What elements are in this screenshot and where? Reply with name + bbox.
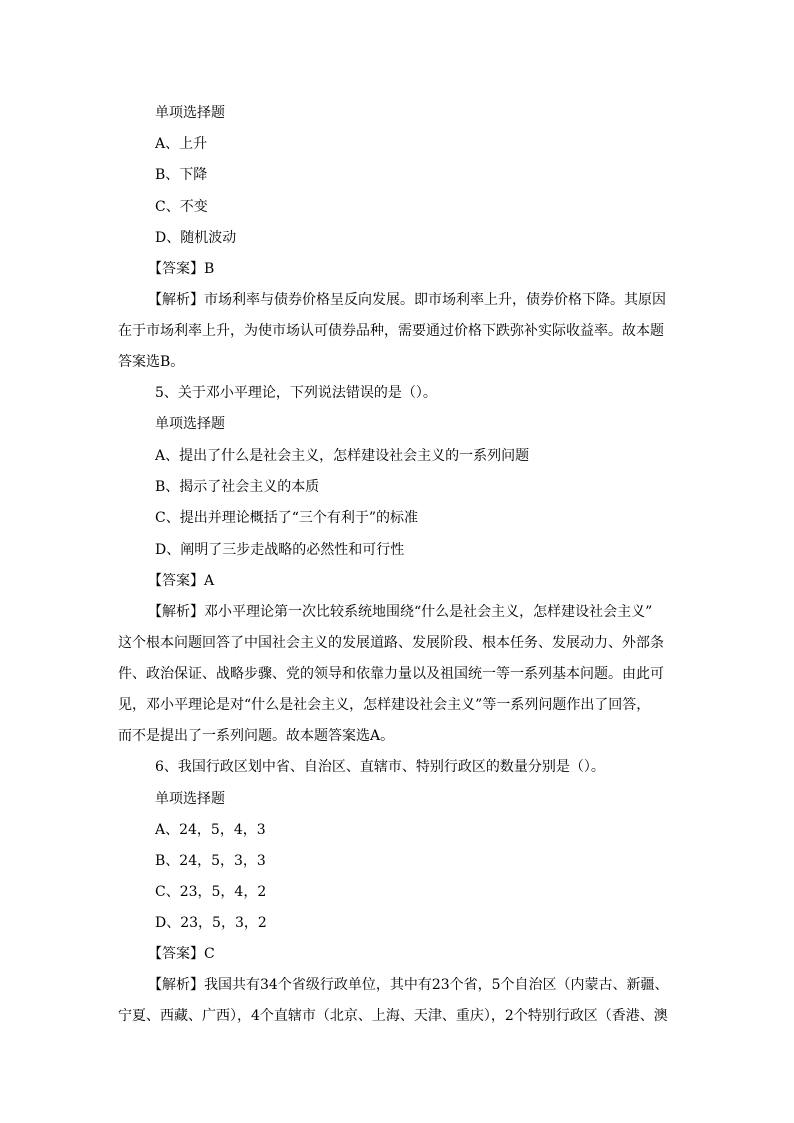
q6-analysis-line-2: 宁夏、西藏、广西），4个直辖市（北京、上海、天津、重庆），2个特别行政区（香港、澳 <box>118 1008 668 1024</box>
q4-analysis-line-1: 【解析】市场利率与债券价格呈反向发展。即市场利率上升，债券价格下降。其原因 <box>148 292 666 308</box>
q6-option-a: A、24，5，4，3 <box>155 822 266 838</box>
q5-analysis-line-3: 件、政治保证、战略步骤、党的领导和依靠力量以及祖国统一等一系列基本问题。由此可 <box>118 666 664 682</box>
q4-option-a: A、上升 <box>155 136 208 152</box>
q6-option-c: C、23，5，4，2 <box>155 884 267 900</box>
q5-analysis-line-5: 而不是提出了一系列问题。故本题答案选A。 <box>118 728 395 744</box>
q5-question: 5、关于邓小平理论，下列说法错误的是（）。 <box>155 385 437 401</box>
q6-analysis-line-1: 【解析】我国共有34个省级行政单位，其中有23个省，5个自治区（内蒙古、新疆、 <box>148 977 669 993</box>
q5-analysis-line-1: 【解析】邓小平理论第一次比较系统地围绕“什么是社会主义，怎样建设社会主义” <box>148 604 653 620</box>
q6-option-b: B、24，5，3，3 <box>155 853 266 869</box>
q5-analysis-line-2: 这个根本问题回答了中国社会主义的发展道路、发展阶段、根本任务、发展动力、外部条 <box>118 635 664 651</box>
q5-answer: 【答案】A <box>148 573 215 589</box>
q5-analysis-line-4: 见，邓小平理论是对“什么是社会主义，怎样建设社会主义”等一系列问题作出了回答， <box>118 697 651 713</box>
q4-option-b: B、下降 <box>155 167 208 183</box>
q6-question: 6、我国行政区划中省、自治区、直辖市、特别行政区的数量分别是（）。 <box>155 759 605 775</box>
q6-type: 单项选择题 <box>155 791 225 807</box>
q6-answer: 【答案】C <box>148 946 215 962</box>
q5-option-b: B、揭示了社会主义的本质 <box>155 479 320 495</box>
q4-answer: 【答案】B <box>148 261 215 277</box>
q4-analysis-line-3: 答案选B。 <box>118 354 185 370</box>
q4-option-d: D、随机波动 <box>155 230 237 246</box>
q5-option-d: D、阐明了三步走战略的必然性和可行性 <box>155 542 405 558</box>
q4-analysis-line-2: 在于市场利率上升，为使市场认可债券品种，需要通过价格下跌弥补实际收益率。故本题 <box>118 323 664 339</box>
q5-option-c: C、提出并理论概括了“三个有利于”的标准 <box>155 510 419 526</box>
q4-type: 单项选择题 <box>155 105 225 121</box>
q5-option-a: A、提出了什么是社会主义，怎样建设社会主义的一系列问题 <box>155 448 530 464</box>
q6-option-d: D、23，5，3，2 <box>155 915 267 931</box>
q5-type: 单项选择题 <box>155 416 225 432</box>
q4-option-c: C、不变 <box>155 199 208 215</box>
